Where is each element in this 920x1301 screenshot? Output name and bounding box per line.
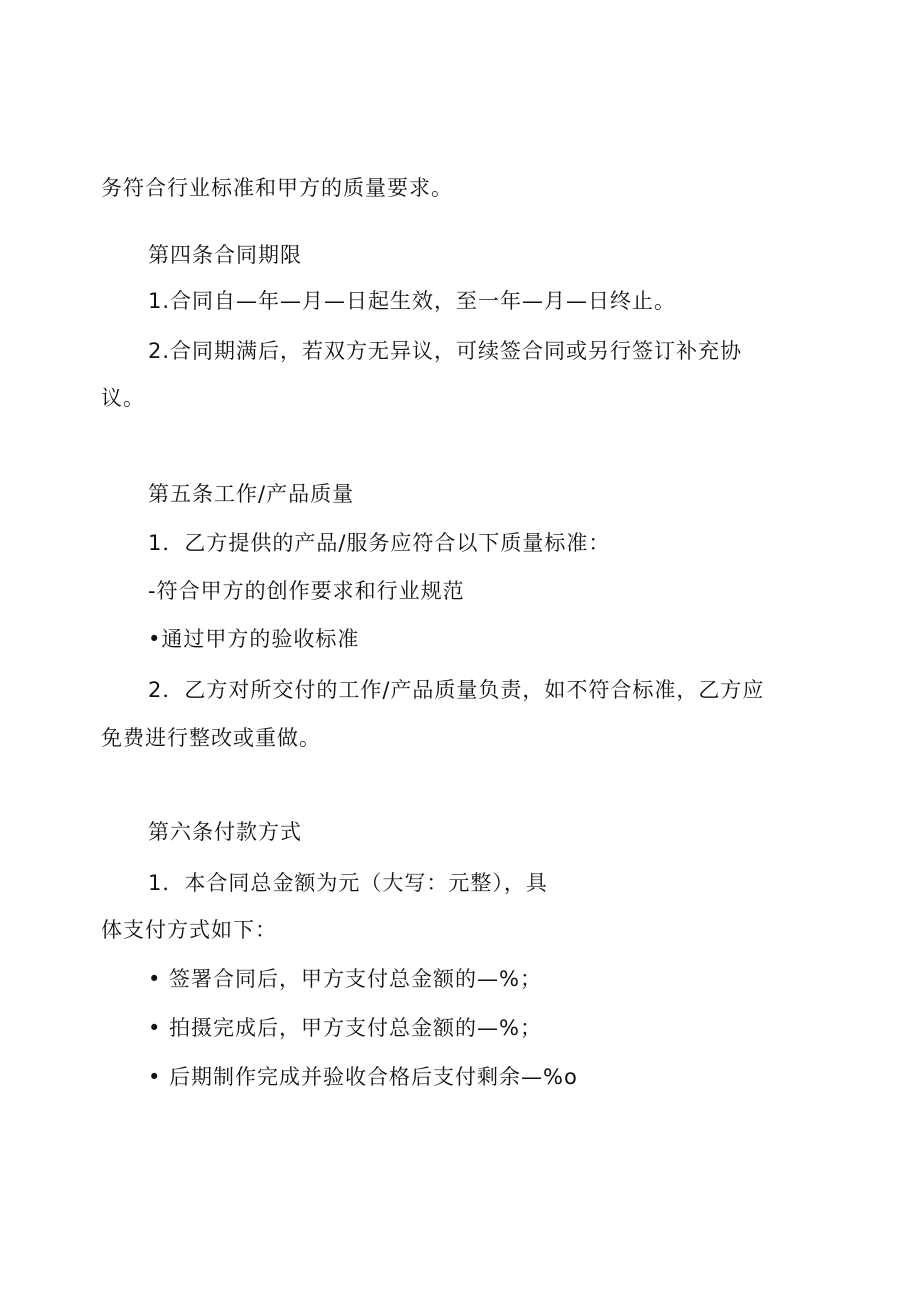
clause-item: 2．乙方对所交付的工作/产品质量负责，如不符合标准，乙方应 [148, 678, 765, 702]
clause-item-continuation: 免费进行整改或重做。 [101, 726, 321, 750]
payment-bullet: • 后期制作完成并验收合格后支付剩余—%o [148, 1065, 578, 1089]
clause-item: 1．本合同总金额为元（大写：元整），具 [148, 871, 548, 895]
section-heading-term: 第四条合同期限 [148, 243, 302, 267]
payment-bullet: • 拍摄完成后，甲方支付总金额的—%； [148, 1016, 543, 1040]
clause-item-continuation: 体支付方式如下： [101, 918, 277, 942]
bullet-item: -符合甲方的创作要求和行业规范 [148, 579, 465, 603]
clause-item-continuation: 议。 [101, 386, 145, 410]
clause-item: 1．乙方提供的产品/服务应符合以下质量标准： [148, 531, 611, 555]
section-heading-payment: 第六条付款方式 [148, 820, 302, 844]
section-heading-quality: 第五条工作/产品质量 [148, 482, 355, 506]
bullet-item: •通过甲方的验收标准 [148, 627, 360, 651]
clause-item: 2.合同期满后，若双方无异议，可续签合同或另行签订补充协 [148, 339, 743, 363]
paragraph-continuation: 务符合行业标准和甲方的质量要求。 [101, 176, 453, 200]
payment-bullet: • 签署合同后，甲方支付总金额的—%； [148, 967, 543, 991]
clause-item: 1.合同自—年—月—日起生效，至一年—月—日终止。 [148, 289, 677, 313]
